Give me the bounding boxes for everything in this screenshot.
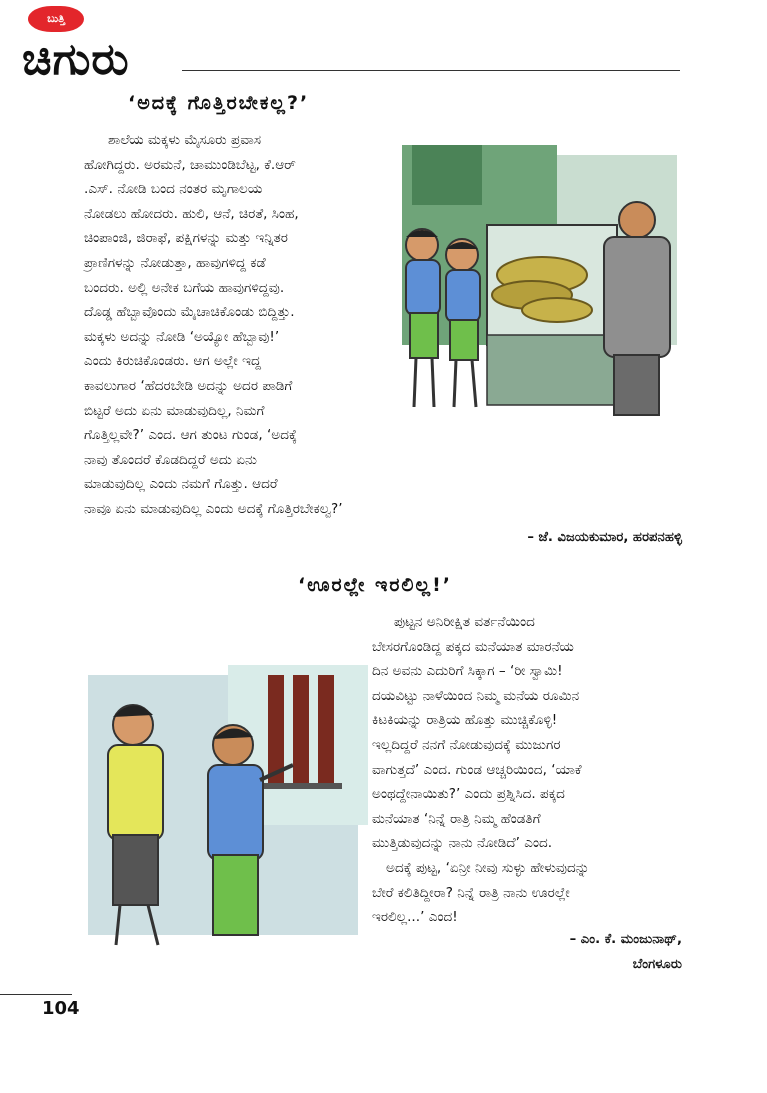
story2-line: ದಿನ ಅವನು ಎದುರಿಗೆ ಸಿಕ್ಕಾಗ – ‘ರೀ ಸ್ವಾಮಿ! [372,663,563,680]
story1-line: .ಎಸ್. ನೋಡಿ ಬಂದ ನಂತರ ಮೃಗಾಲಯ [84,181,263,198]
story1-line: ನೋಡಲು ಹೋದರು. ಹುಲಿ, ಆನೆ, ಚಿರತೆ, ಸಿಂಹ, [84,205,299,222]
story2-line: ಇಲ್ಲದಿದ್ದರೆ ನನಗೆ ನೋಡುವುದಕ್ಕೆ ಮುಜುಗರ [372,736,561,753]
neighbours-illustration [88,665,368,957]
story1-line: ಚಿಂಪಾಂಜಿ, ಜಿರಾಫೆ, ಪಕ್ಷಿಗಳನ್ನು ಮತ್ತು ಇನ್ನಿತರ [84,230,289,247]
story2-line: ಇರಲಿಲ್ಲ...’ ಎಂದ! [372,909,458,926]
story1-line: ಎಂದು ಕಿರುಚಿಕೊಂಡರು. ಆಗ ಅಲ್ಲೇ ಇದ್ದ [84,353,262,370]
story1-line: ನಾವೂ ಏನು ಮಾಡುವುದಿಲ್ಲ ಎಂದು ಅದಕ್ಕೆ ಗೊತ್ತಿರಬೇಕಲ್ವ?’ [84,500,343,517]
story1-line: ದೊಡ್ಡ ಹೆಬ್ಬಾವೊಂದು ಮೈಚಾಚಿಕೊಂಡು ಬಿದ್ದಿತ್ತು. [84,304,295,321]
story2-line: ಪುಟ್ಟನ ಅನಿರೀಕ್ಷಿತ ವರ್ತನೆಯಿಂದ [394,614,535,630]
page-number: 104 [42,998,80,1019]
story2-line: ಕಿಟಕಿಯನ್ನು ರಾತ್ರಿಯ ಹೊತ್ತು ಮುಚ್ಚಿಕೊಳ್ಳಿ! [372,712,558,729]
story2-author: – ಎಂ. ಕೆ. ಮಂಜುನಾಥ್, [569,932,682,947]
story1-line: ಕಾವಲುಗಾರ ‘ಹೆದರಬೇಡಿ ಅದನ್ನು ಅದರ ಪಾಡಿಗೆ [84,377,293,394]
story2-line: ಮನೆಯಾತ ‘ನಿನ್ನೆ ರಾತ್ರಿ ನಿಮ್ಮ ಹೆಂಡತಿಗೆ [372,810,541,827]
story1-line: ಬಂದರು. ಅಲ್ಲಿ ಅನೇಕ ಬಗೆಯ ಹಾವುಗಳಿದ್ದವು. [84,279,285,296]
story2-line: ಅಂಥದ್ದೇನಾಯಿತು?’ ಎಂದು ಪ್ರಶ್ನಿಸಿದ. ಪಕ್ಕದ [372,786,565,803]
story1-line: ಬಿಟ್ಟರೆ ಅದು ಏನು ಮಾಡುವುದಿಲ್ಲ, ನಿಮಗೆ [84,402,265,419]
story2-line: ಮುತ್ತಿಡುವುದನ್ನು ನಾನು ನೋಡಿದೆ’ ಎಂದ. [372,835,553,852]
story1-line: ಶಾಲೆಯ ಮಕ್ಕಳು ಮೈಸೂರು ಪ್ರವಾಸ [108,132,262,148]
story2-title: ‘ಊರಲ್ಲೇ ಇರಲಿಲ್ಲ!’ [298,574,452,596]
story2-author-place: ಬೆಂಗಳೂರು [632,957,682,972]
story1-line: ಪ್ರಾಣಿಗಳನ್ನು ನೋಡುತ್ತಾ, ಹಾವುಗಳಿದ್ದ ಕಡೆ [84,254,266,271]
page-number-rule [0,994,72,995]
masthead-title: ಚಿಗುರು [22,34,130,85]
story1-line: ಮಾಡುವುದಿಲ್ಲ ಎಂದು ನಮಗೆ ಗೊತ್ತು. ಆದರೆ [84,476,278,493]
story2-line: ಬೇರೆ ಕಲಿತಿದ್ದೀರಾ? ನಿನ್ನೆ ರಾತ್ರಿ ನಾನು ಊರಲ್ಲೇ [372,884,570,901]
zoo-illustration-art [392,145,682,420]
story1-line: ನಾವು ತೊಂದರೆ ಕೊಡದಿದ್ದರೆ ಅದು ಏನು [84,451,257,468]
story1-line: ಹೋಗಿದ್ದರು. ಅರಮನೆ, ಚಾಮುಂಡಿಬೆಟ್ಟ, ಕೆ.ಆರ್ [84,156,296,173]
story2-line: ವಾಗುತ್ತದೆ’ ಎಂದ. ಗುಂಡ ಆಚ್ಚರಿಯಿಂದ, ‘ಯಾಕೆ [372,761,582,778]
story1-title: ‘ಅದಕ್ಕೆ ಗೊತ್ತಿರಬೇಕಲ್ಲ?’ [128,92,310,114]
story1-body [84,128,409,522]
story2-line: ದಯವಿಟ್ಟು ನಾಳೆಯಿಂದ ನಿಮ್ಮ ಮನೆಯ ರೂಮಿನ [372,687,580,704]
story2-line: ಅದಕ್ಕೆ ಪುಟ್ಟ, ‘ಏನ್ರೀ ನೀವು ಸುಳ್ಳು ಹೇಳುವುದನ್ನು [386,859,590,876]
zoo-snake-illustration [392,145,682,420]
story2-body [372,610,688,930]
neighbours-illustration-art [88,665,368,957]
story1-line: ಗೊತ್ತಿಲ್ಲವೇ?’ ಎಂದ. ಆಗ ತುಂಟ ಗುಂಡ, ‘ಅದಕ್ಕೆ [84,427,297,444]
story1-author: – ಜೆ. ವಿಜಯಕುಮಾರ, ಹರಪನಹಳ್ಳಿ [527,530,682,545]
masthead-badge: ಬುತ್ತಿ [28,6,84,32]
story1-line: ಮಕ್ಕಳು ಅದನ್ನು ನೋಡಿ ‘ಅಯ್ಯೋ ಹೆಬ್ಬಾವು!’ [84,328,280,345]
masthead-divider [182,70,680,71]
story2-line: ಬೇಸರಗೊಂಡಿದ್ದ ಪಕ್ಕದ ಮನೆಯಾತ ಮಾರನೆಯ [372,638,574,655]
